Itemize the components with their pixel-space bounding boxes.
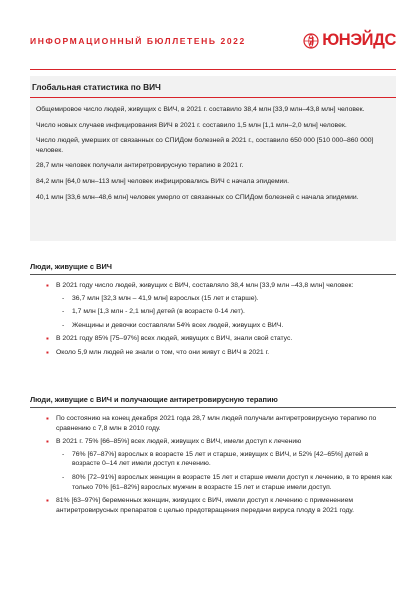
dash-marker: -	[62, 473, 65, 481]
bullet-item	[30, 334, 396, 344]
sub-item	[56, 450, 396, 469]
dash-marker: -	[62, 294, 65, 302]
summary-divider	[30, 97, 396, 98]
bullet-marker: ▪	[46, 281, 49, 290]
section-title: Люди, живущие с ВИЧ и получающие антиретровирусную терапию	[30, 395, 396, 408]
sub-text: 80% [72–91%] взрослых женщин в возрасте 15 лет и старше имели доступ к лечению, в то время как только 70% [61–82%] взрослых мужчин в возрасте 15 лет и старше имели доступ.	[72, 473, 392, 491]
bullet-text: По состоянию на конец декабря 2021 года 28,7 млн людей получали антиретровирусную терапию по сравнению с 7,8 млн в 2010 году.	[56, 415, 377, 432]
summary-item: 40,1 млн [33,6 млн–48,6 млн] человек умерло от связанных со СПИДом болезней с начала эпидемии.	[36, 193, 359, 201]
summary-item: Общемировое число людей, живущих с ВИЧ, в 2021 г. составило 38,4 млн [33,9 млн–43,8 млн] человек.	[36, 106, 365, 113]
dash-marker: -	[62, 450, 65, 458]
bullet-text: В 2021 году 85% [75–97%] всех людей, живущих с ВИЧ, знали свой статус.	[56, 335, 293, 343]
bullet-text: Около 5,9 млн людей не знали о том, что они живут с ВИЧ в 2021 г.	[56, 348, 270, 356]
sub-text: 76% [67–87%] взрослых в возрасте 15 лет и старше, живущих с ВИЧ, и 52% [42–65%] детей в возрасте 0–14 лет имели доступ к лечению.	[72, 450, 369, 468]
dash-marker: -	[62, 321, 65, 329]
section-art	[30, 395, 396, 519]
summary-item: Число новых случаев инфицирования ВИЧ в 2021 г. составило 1,5 млн [1,1 млн–2,0 млн] человек.	[36, 121, 347, 129]
summary-item: 28,7 млн человек получали антиретровирусную терапию в 2021 г.	[36, 162, 244, 170]
summary-title: Глобальная статистика по ВИЧ	[32, 82, 161, 92]
sub-list	[56, 450, 396, 492]
sub-text: 1,7 млн [1,3 млн - 2,1 млн] детей (в возрасте 0-14 лет).	[72, 308, 245, 316]
bullet-list	[30, 281, 396, 358]
bulletin-title: ИНФОРМАЦИОННЫЙ БЮЛЛЕТЕНЬ 2022	[30, 36, 246, 46]
bullet-marker: ▪	[46, 414, 49, 423]
bullet-text: В 2021 году число людей, живущих с ВИЧ, составляло 38,4 млн [33,9 млн –43,8 млн] человек:	[56, 282, 354, 289]
sub-item	[56, 307, 396, 317]
sub-list	[56, 294, 396, 331]
sub-text: Женщины и девочки составляли 54% всех людей, живущих с ВИЧ.	[72, 321, 284, 329]
section-title: Люди, живущие с ВИЧ	[30, 262, 396, 275]
bullet-item	[30, 437, 396, 492]
bullet-item	[30, 281, 396, 330]
bullet-marker: ▪	[46, 347, 49, 357]
header-divider	[30, 69, 396, 70]
red-ribbon-globe-icon	[303, 33, 319, 49]
summary-item: Число людей, умерших от связанных со СПИДом болезней в 2021 г., составило 650 000 [510 000–860 000] человек.	[36, 137, 374, 154]
sub-item	[56, 321, 396, 331]
sub-item	[56, 473, 396, 492]
summary-item: 84,2 млн [64,0 млн–113 млн] человек инфицировались ВИЧ с начала эпидемии.	[36, 177, 289, 185]
bullet-marker: ▪	[46, 334, 49, 344]
sub-text: 36,7 млн [32,3 млн – 41,9 млн] взрослых (15 лет и старше).	[72, 294, 259, 302]
bullet-item	[30, 414, 396, 433]
bullet-item	[30, 496, 396, 515]
summary-list	[36, 105, 390, 208]
unaids-logo	[303, 31, 396, 50]
sub-item	[56, 294, 396, 304]
global-statistics-box	[30, 76, 396, 241]
bullet-marker: ▪	[46, 437, 49, 447]
bullet-marker: ▪	[46, 496, 49, 506]
section-people-living-with-hiv	[30, 262, 396, 362]
bullet-item	[30, 348, 396, 358]
dash-marker: -	[62, 308, 65, 316]
bullet-list	[30, 414, 396, 515]
logo-text: ЮНЭЙДС	[322, 31, 396, 49]
bullet-text: В 2021 г. 75% [66–85%] всех людей, живущих с ВИЧ, имели доступ к лечению	[56, 438, 302, 446]
bullet-text: 81% [63–97%] беременных женщин, живущих с ВИЧ, имели доступ к лечению с применением антиретровирусных препаратов с целью предотвращения передачи вируса плоду в 2021 году.	[56, 497, 355, 514]
